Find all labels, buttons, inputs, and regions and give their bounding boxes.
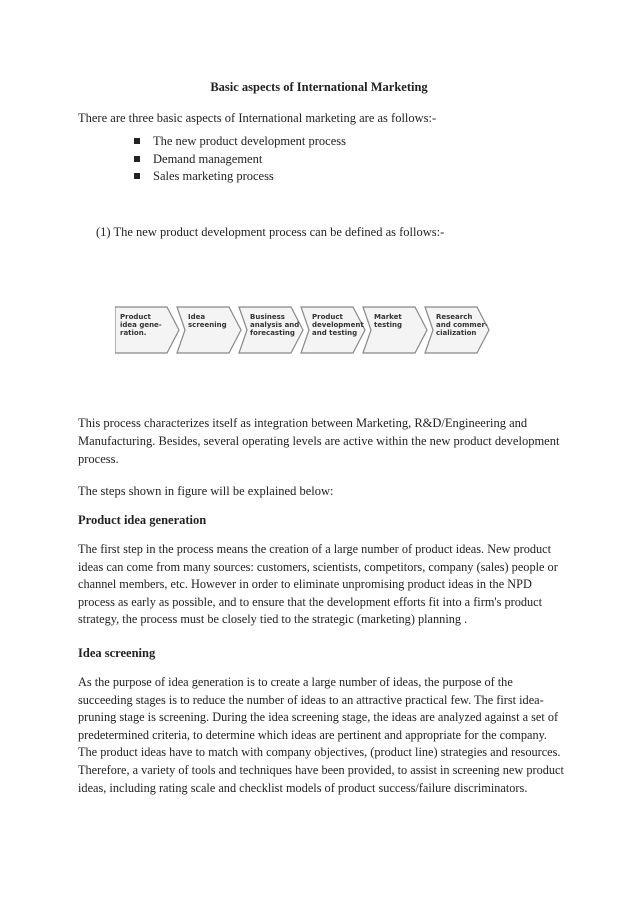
process-step-label: forecasting [250,329,295,337]
process-step-2 [177,307,241,353]
process-step-4 [301,307,365,353]
process-step-label: and commer- [436,321,488,329]
npd-process-diagram [115,304,495,356]
process-step-label: and testing [312,329,358,337]
list-item: Demand management [134,151,346,169]
list-item: Sales marketing process [134,168,346,186]
process-step-label: Research [436,313,473,321]
process-step-6 [425,307,489,353]
process-step-1 [115,307,179,353]
numbered-item: (1) The new product development process can be defined as follows:- [96,225,445,239]
process-step-label: analysis and [250,321,300,329]
steps-paragraph: The steps shown in figure will be explained below: [78,484,334,498]
list-item: The new product development process [134,133,346,151]
process-step-label: Product [120,313,151,321]
process-step-label: testing [374,321,402,329]
heading-product-idea-generation: Product idea generation [78,513,207,527]
idea-generation-paragraph: The first step in the process means the creation of a large number of product ideas. New product ideas can come from many sources: customers, scientists, competitors, company (sales) people or channel members, etc. However in order to eliminate unpromising product ideas in the NPD process as early as possible, and to ensure that the development efforts fit into a firm's product strategy, the process must be closely tied to the strategic (marketing) planning . [78,542,558,627]
chevron-shape [177,307,241,353]
process-step-3 [239,307,303,353]
process-paragraph: This process characterizes itself as integration between Marketing, R&D/Engineering and Manufacturing. Besides, several operating levels are active within the new product development process. [78,416,560,466]
process-step-label: ration. [120,329,147,337]
process-step-5 [363,307,427,353]
document-title: Basic aspects of International Marketing [210,80,428,94]
process-step-label: Business [250,313,285,321]
process-step-label: Idea [188,313,206,321]
process-step-label: development [312,321,364,329]
process-step-label: screening [188,321,227,329]
process-step-label: Market [374,313,402,321]
process-step-label: idea gene- [120,321,162,329]
intro-paragraph: There are three basic aspects of International marketing are as follows:- [78,111,437,125]
process-step-label: Product [312,313,343,321]
heading-idea-screening: Idea screening [78,646,156,660]
process-step-label: cialization [436,329,477,337]
idea-screening-paragraph: As the purpose of idea generation is to create a large number of ideas, the purpose of the succeeding stages is to reduce the number of ideas to an attractive practical few. The first idea-pruning stage is screening. During the idea screening stage, the ideas are analyzed against a set of predetermined criteria, to determine which ideas are pertinent and appropriate for the company. The product ideas have to match with company objectives, (product line) strategies and resources. Therefore, a variety of tools and techniques have been provided, to assist in screening new product ideas, including rating scale and checklist models of product success/failure discriminators. [78,675,564,795]
aspects-list [134,133,346,186]
